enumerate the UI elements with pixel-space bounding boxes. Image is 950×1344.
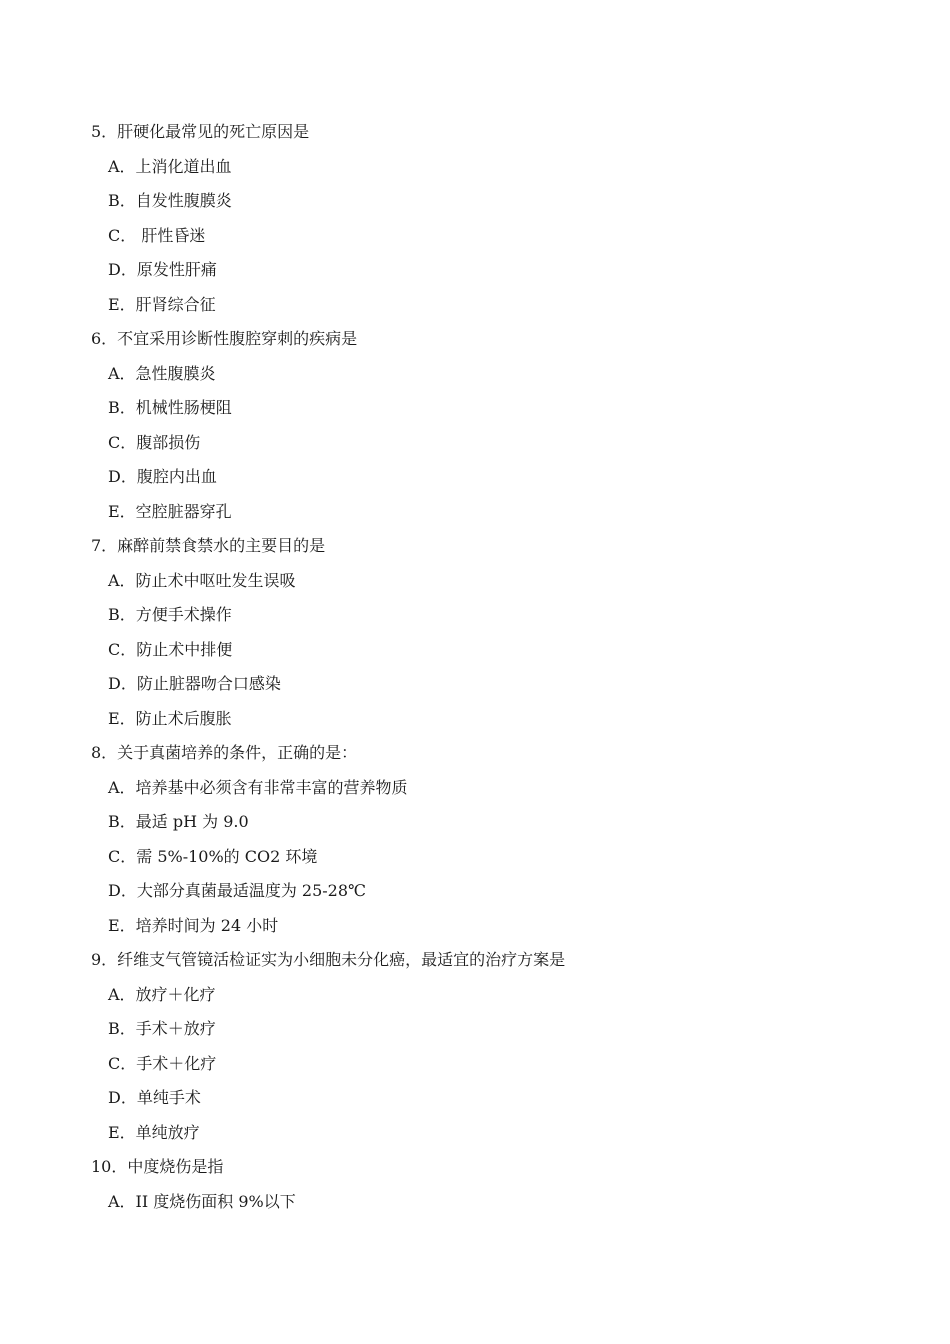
answer-option: B．机械性肠梗阻 (108, 398, 232, 417)
answer-option: B．手术＋放疗 (108, 1019, 216, 1038)
answer-option: E．培养时间为 24 小时 (108, 915, 279, 935)
answer-option: A．放疗＋化疗 (108, 984, 216, 1004)
answer-option: B．自发性腹膜炎 (108, 191, 232, 210)
answer-option: C．手术＋化疗 (108, 1053, 217, 1073)
answer-option: D．单纯手术 (108, 1088, 201, 1107)
answer-option: C．需 5%-10%的 CO2 环境 (108, 846, 318, 866)
answer-option: D．原发性肝痛 (108, 260, 217, 279)
answer-option: A．上消化道出血 (108, 156, 232, 176)
question-stem: 8．关于真菌培养的条件，正确的是： (91, 743, 358, 762)
answer-option: A．II 度烧伤面积 9%以下 (108, 1191, 296, 1211)
answer-option: C．防止术中排便 (108, 639, 233, 659)
answer-option: B．方便手术操作 (108, 605, 232, 624)
answer-option: D．腹腔内出血 (108, 467, 217, 486)
answer-option: E．防止术后腹胀 (108, 708, 232, 728)
question-stem: 9．纤维支气管镜活检证实为小细胞未分化癌，最适宜的治疗方案是 (91, 950, 566, 969)
answer-option: A．培养基中必须含有非常丰富的营养物质 (108, 777, 408, 797)
answer-option: A．防止术中呕吐发生误吸 (108, 570, 296, 590)
answer-option: B．最适 pH 为 9.0 (108, 812, 249, 831)
answer-option: C．腹部损伤 (108, 432, 201, 452)
answer-option: D．大部分真菌最适温度为 25-28℃ (108, 881, 366, 900)
question-stem: 5．肝硬化最常见的死亡原因是 (91, 122, 310, 141)
answer-option: D．防止脏器吻合口感染 (108, 674, 281, 693)
answer-option: C． 肝性昏迷 (108, 225, 206, 245)
answer-option: E．肝肾综合征 (108, 294, 216, 314)
answer-option: E．空腔脏器穿孔 (108, 501, 232, 521)
question-stem: 6．不宜采用诊断性腹腔穿刺的疾病是 (91, 329, 358, 348)
question-stem: 10．中度烧伤是指 (91, 1157, 224, 1176)
answer-option: E．单纯放疗 (108, 1122, 200, 1142)
question-stem: 7．麻醉前禁食禁水的主要目的是 (91, 536, 326, 555)
answer-option: A．急性腹膜炎 (108, 363, 216, 383)
exam-document (0, 115, 950, 1219)
